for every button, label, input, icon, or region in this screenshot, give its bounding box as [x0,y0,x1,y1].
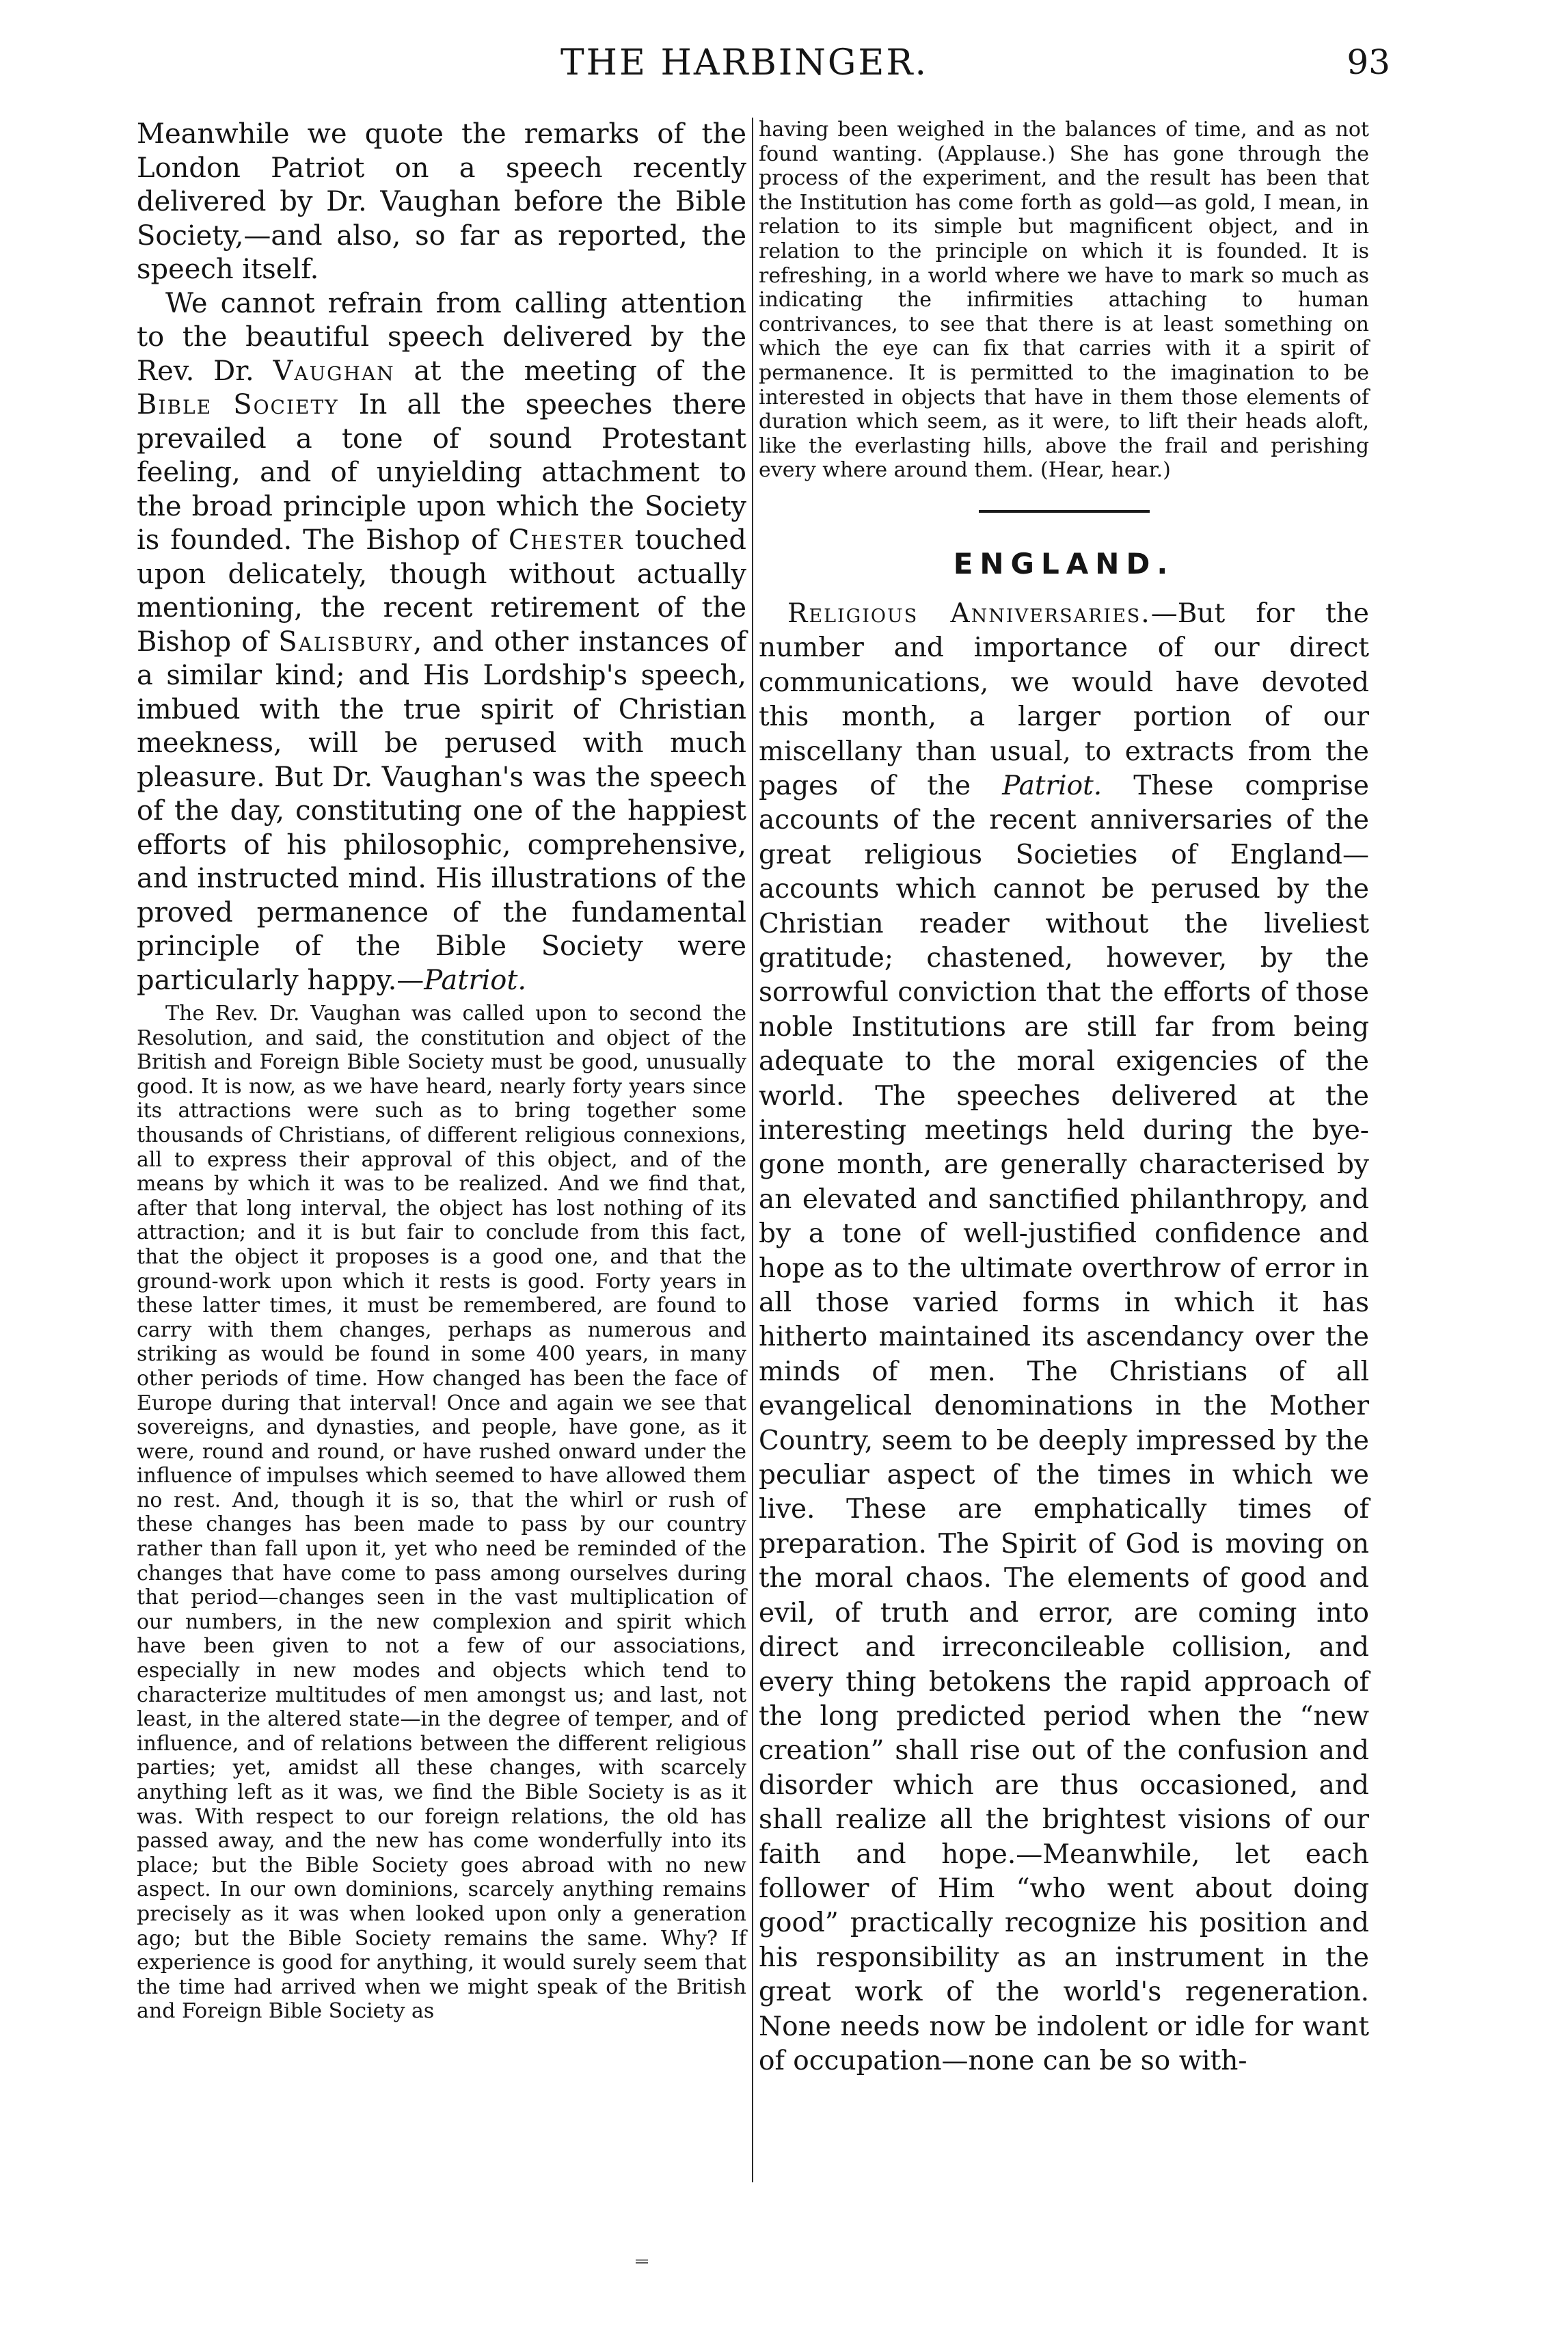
intro-paragraph: Meanwhile we quote the remarks of the London Patriot on a speech recently delivered by Dr. Vaughan before the Bible Society,—and also, so far as reported, the speech itself. [137,118,746,285]
left-column [137,118,746,2024]
right-column [759,118,1369,2078]
anniversaries-paragraph [759,597,1369,2078]
source-patriot: Patriot. [424,964,527,996]
commentary-paragraph [137,287,746,998]
source-patriot-right: Patriot. [1002,770,1103,801]
commentary-text-2: at the meeting of the [414,355,746,387]
commentary-text-4: touched upon delicately, though without actually mentioning, the recent retirement of the Bishop of [137,524,747,658]
commentary-text-3: In all the speeches there prevailed a tone of sound Protestant feeling, and of unyielding attachment to the broad principle upon which the Society is founded. The Bishop of [137,389,746,556]
name-vaughan: Vaughan [273,355,395,387]
speech-continued-paragraph: having been weighed in the balances of time, and as not found wanting. (Applause.) She has gone through the process of the experiment, and the result has been that the Institution has come forth as gold—as gold, I mean, in relation to its simple but magnificent object, and in relation to the principle on which it is founded. It is refreshing, in a world where we have to mark so much as indicating the infirmities attaching to human contrivances, to see that there is at least something on which the eye can fix that carries with it a spirit of permanence. It is permitted to the imagination to be interested in objects that have in them those elements of duration which seem, as it were, to lift their heads aloft, like the everlasting hills, above the frail and perishing every where around them. (Hear, hear.) [759,118,1369,483]
speech-paragraph: The Rev. Dr. Vaughan was called upon to second the Resolution, and said, the constitution and object of the British and Foreign Bible Society must be good, unusually good. It is now, as we have heard, nearly forty years since its attractions were such as to bring together some thousands of Christians, of different religious connexions, all to express their approval of this object, and of the means by which it was to be realized. And we find that, after that long interval, the object has lost nothing of its attraction; and it is but fair to conclude from this fact, that the object it proposes is a good one, and that the ground-work upon which it rests is good. Forty years in these latter times, it must be remembered, are found to carry with them changes, perhaps as numerous and striking as would be found in some 400 years, in many other periods of time. How changed has been the face of Europe during that interval! Once and again we see that sovereigns, and dynasties, and people, have gone, as it were, round and round, or have rushed onward under the influence of impulses which seemed to have allowed them no rest. And, though it is so, that the whirl or rush of these changes has been made to pass by our country rather than fall upon it, yet who need be reminded of the changes that have come to pass among ourselves during that period—changes seen in the vast multiplication of our numbers, in the new complexion and spirit which have been given to not a few of our associations, especially in new modes and objects which tend to characterize multitudes of men amongst us; and last, not least, in the altered state—in the degree of temper, and of influence, and of relations between the different religious parties; yet, amidst all these changes, with scarcely anything left as it was, we find the Bible Society is as it was. With respect to our foreign relations, the old has passed away, and the new has come wonderfully into its place; but the Bible Society goes abroad with no new aspect. In our own dominions, scarcely anything remains precisely as it was when looked upon only a generation ago; but the Bible Society remains the same. Why? If experience is good for anything, it would surely seem that the time had arrived when we might speak of the British and Foreign Bible Society as [137,1002,746,2024]
name-bible-society: Bible Society [137,389,339,420]
name-chester: Chester [508,524,624,556]
commentary-text-5: , and other instances of a similar kind; and His Lordship's speech, imbued with the true spirit of Christian meekness, will be perused with much pleasure. But Dr. Vaughan's was the speech of the day, constituting one of the happiest efforts of his philosophic, comprehensive, and instructed mind. His illustrations of the proved permanence of the fundamental principle of the Bible Society were particularly happy.— [137,626,746,996]
column-divider [752,118,753,2182]
anniversaries-text-1: —But for the number and importance of our direct communications, we would have devoted this month, a larger portion of our miscellany than usual, to extracts from the pages of the [759,598,1370,801]
section-heading: ENGLAND. [953,546,1175,580]
section-rule [979,510,1150,513]
page-number: 93 [1347,42,1390,82]
running-title: THE HARBINGER. [560,42,929,83]
name-salisbury: Salisbury [278,626,414,658]
anniversaries-text-2: These comprise accounts of the recent anniversaries of the great religious Societies of England—accounts which cannot be perused by the Christian reader without the liveliest gratitude; chastened, however, by the sorrowful conviction that the efforts of those noble Institutions are still far from being adequate to the moral exigencies of the world. The speeches delivered at the interesting meetings held during the bye-gone month, are generally characterised by an elevated and sanctified philanthropy, and by a tone of well-justified confidence and hope as to the ultimate overthrow of error in all those varied forms in which it has hitherto maintained its ascendancy over the minds of men. The Christians of all evangelical denominations in the Mother Country, seem to be deeply impressed by the peculiar aspect of the times in which we live. These are emphatically times of preparation. The Spirit of God is moving on the moral chaos. The elements of good and evil, of truth and error, are coming into direct and irreconcileable collision, and every thing betokens the rapid approach of the long predicted period when the “new creation” shall rise out of the confusion and disorder which are thus occasioned, and shall realize all the brightest visions of our faith and hope.—Meanwhile, let each follower of Him “who went about doing good” practically recognize his position and his responsibility as an instrument in the great work of the world's regeneration. None needs now be indolent or idle for want of occupation—none can be so with- [759,770,1369,2076]
anniversaries-label: Religious Anniversaries. [787,598,1151,629]
footer-mark: ‗ [636,2236,648,2264]
page-header [0,42,1568,104]
commentary-text-1: We cannot refrain from calling attention to the beautiful speech delivered by the Rev. Dr. [137,287,746,387]
